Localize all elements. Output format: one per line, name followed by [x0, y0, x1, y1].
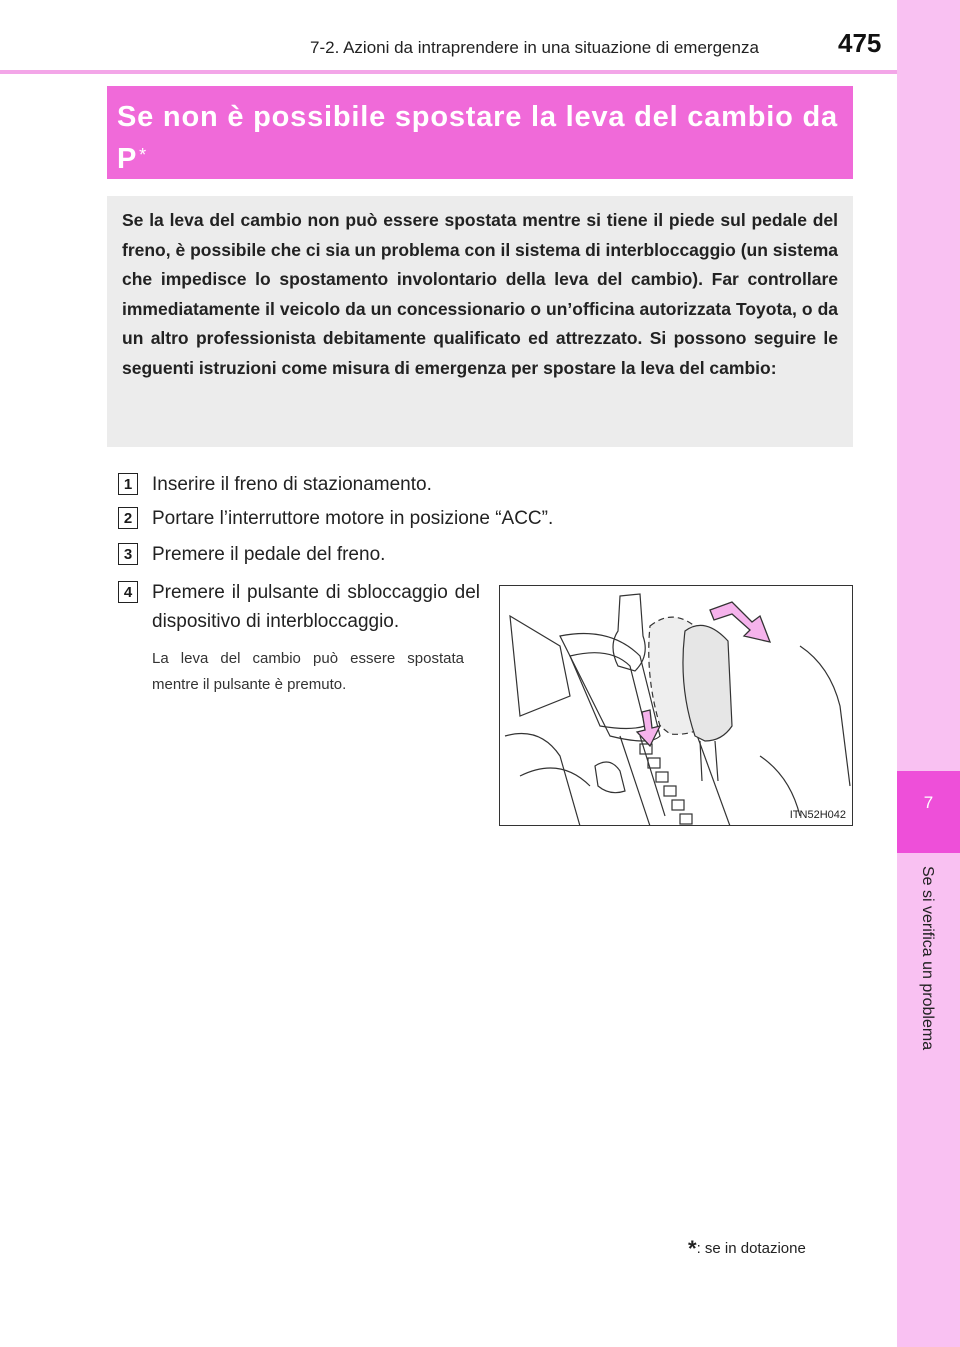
- step-4-text: Premere il pulsante di sbloccaggio del dispositivo di interbloccaggio.: [152, 582, 480, 632]
- shift-lever-drawing: [500, 586, 853, 826]
- step-text: Portare l’interruttore motore in posizione “ACC”.: [152, 508, 554, 529]
- footnote: [688, 1236, 806, 1262]
- title-banner: [107, 86, 853, 179]
- step-text: Inserire il freno di stazionamento.: [152, 474, 432, 495]
- page-title: [117, 96, 847, 180]
- chapter-side-tab: [897, 0, 960, 1347]
- intro-box: [107, 196, 853, 447]
- footnote-mark: *: [688, 1236, 697, 1261]
- step-text: Premere il pedale del freno.: [152, 544, 386, 565]
- chapter-number: 7: [923, 793, 934, 812]
- step-number: 4: [118, 581, 138, 603]
- footnote-text: : se in dotazione: [696, 1240, 806, 1257]
- title-text: Se non è possibile spostare la leva del cambio da P: [117, 101, 838, 175]
- figure-code: ITN52H042: [789, 809, 846, 821]
- step-4-note: La leva del cambio può essere spostata mentre il pulsante è premuto.: [152, 650, 464, 693]
- section-header: 7-2. Azioni da intraprendere in una situazione di emergenza: [310, 38, 759, 57]
- intro-text: Se la leva del cambio non può essere spostata mentre si tiene il piede sul pedale del freno, è possibile che ci sia un problema con il sistema di interbloccaggio (un sistema che impedisce lo spostamento involontario della leva del cambio). Far controllare immediatamente il veicolo da un concessionario o un’officina autorizzata Toyota, o da un altro professionista debitamente qualificato ed attrezzato. Si possono seguire le seguenti istruzioni come misura di emergenza per spostare la leva del cambio:: [122, 210, 838, 378]
- step-number: 2: [118, 507, 138, 529]
- page-number: 475: [838, 28, 882, 58]
- title-footnote-mark: *: [139, 145, 147, 165]
- step-number: 3: [118, 543, 138, 565]
- chapter-label: Se si verifica un problema: [919, 866, 936, 1051]
- shift-lever-illustration: [499, 585, 853, 826]
- header-divider: [0, 70, 897, 74]
- step-number: 1: [118, 473, 138, 495]
